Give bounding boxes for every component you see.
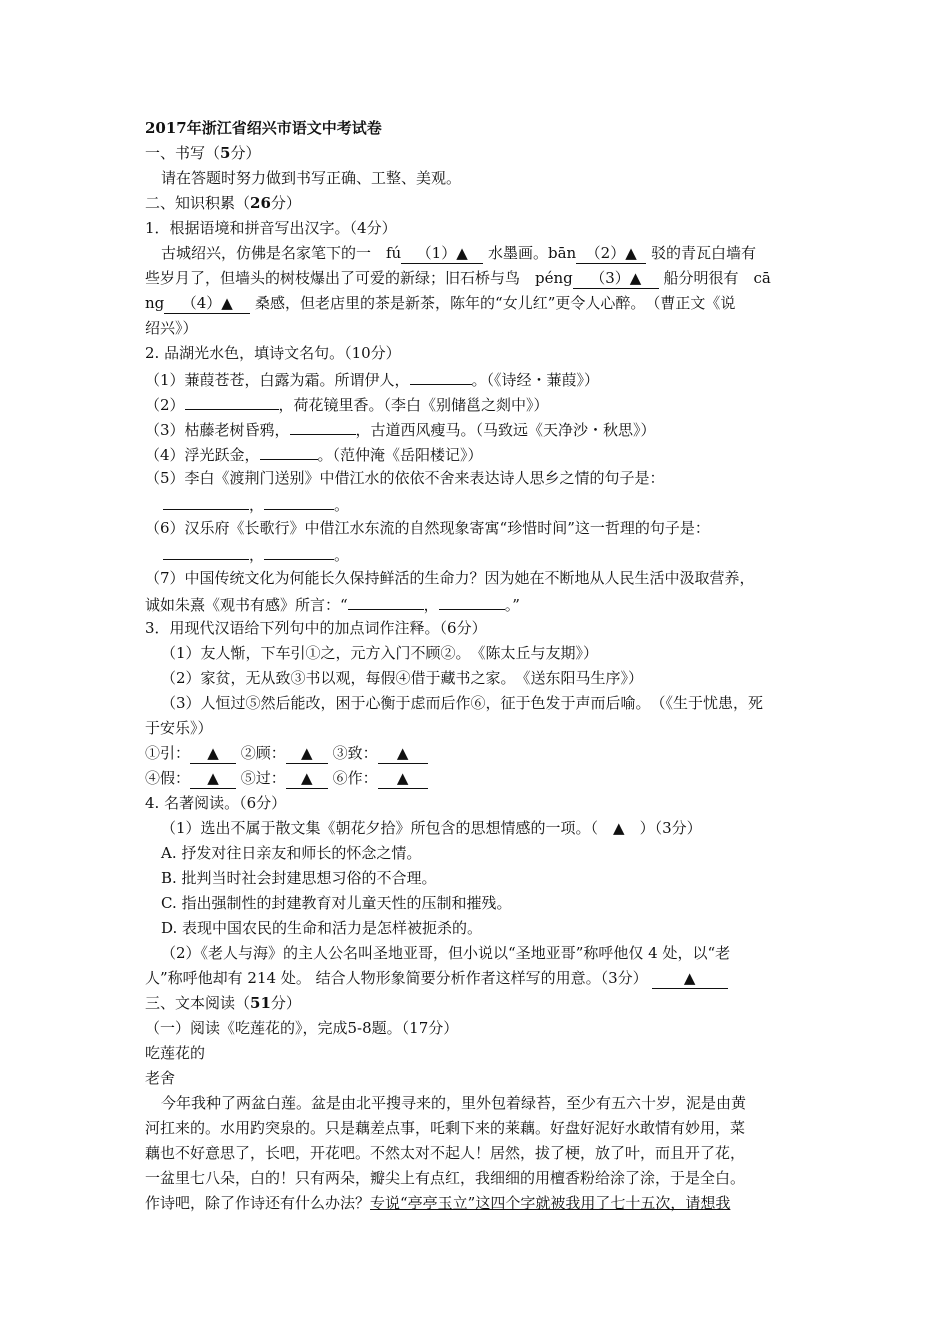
- passage-line-5: 作诗吧，除了作诗还有什么办法？专说“亭亭玉立”这四个字就被我用了七十五次，请想我: [145, 1194, 731, 1212]
- answer-blank[interactable]: ▲: [190, 743, 236, 764]
- passage-line-1: 今年我种了两盆白莲。盆是由北平搜寻来的，里外包着绿苔，至少有五六十岁，泥是由黄: [161, 1094, 747, 1112]
- option-d[interactable]: D. 表现中国农民的生命和活力是怎样被扼杀的。: [161, 919, 483, 937]
- question-3-answers-row-2: ④假： ▲ ⑤过： ▲ ⑥作： ▲: [145, 768, 428, 789]
- question-2-item-6: （6）汉乐府《长歌行》中借江水东流的自然现象寄寓“珍惜时间”这一哲理的句子是：: [145, 519, 710, 537]
- question-2-item-7-cont: 诚如朱熹《观书有感》所言：“ ， 。”: [145, 593, 520, 615]
- section-2-heading: 二、知识积累（26分）: [145, 194, 301, 212]
- question-1-line-1: 古城绍兴，仿佛是名家笔下的一 fú （1）▲ 水墨画。bān （2）▲ 驳的青瓦白墙有: [161, 244, 757, 262]
- answer-blank[interactable]: （1）▲: [401, 243, 483, 264]
- answer-blank[interactable]: [260, 443, 318, 460]
- passage-author: 老舍: [145, 1069, 176, 1087]
- answer-blank[interactable]: ▲: [286, 768, 328, 789]
- question-2-item-4: （4）浮光跃金， 。（范仲淹《岳阳楼记》）: [145, 443, 483, 465]
- option-c[interactable]: C. 指出强制性的封建教育对儿童天性的压制和摧残。: [161, 894, 512, 912]
- passage-line-2: 河扛来的。水用趵突泉的。只是藕差点事，吒剩下来的莱藕。好盘好泥好水敢情有妙用，菜: [145, 1119, 746, 1137]
- question-2-item-3: （3）枯藤老树昏鸦， ，古道西风瘦马。（马致远《天净沙・秋思》）: [145, 418, 656, 440]
- underlined-sentence: 专说“亭亭玉立”这四个字就被我用了七十五次，请想我: [370, 1194, 731, 1212]
- answer-blank[interactable]: （4）▲: [164, 293, 250, 314]
- passage-title: 吃莲花的: [145, 1044, 206, 1062]
- question-1-line-4: 绍兴》）: [145, 319, 198, 337]
- answer-blank[interactable]: [439, 593, 505, 610]
- passage-line-4: 一盆里七八朵，白的！只有两朵，瓣尖上有点红，我细细的用檀香粉给涂了涂，于是全白。: [145, 1169, 746, 1187]
- question-4-part-1: （1）选出不属于散文集《朝花夕拾》所包含的思想情感的一项。（ ▲ ）（3分）: [161, 819, 702, 837]
- answer-blank[interactable]: [348, 593, 424, 610]
- answer-blank[interactable]: [163, 543, 249, 560]
- question-3-sentence-2: （2）家贫，无从致③书以观，每假④借于藏书之家。 《送东阳马生序》）: [161, 669, 644, 687]
- answer-blank[interactable]: [264, 543, 334, 560]
- option-b[interactable]: B. 批判当时社会封建思想习俗的不合理。: [161, 869, 437, 887]
- answer-blank[interactable]: （3）▲: [573, 268, 659, 289]
- question-3-sentence-3-cont: 于安乐》）: [145, 719, 213, 737]
- answer-blank[interactable]: [163, 493, 249, 510]
- question-3-answers-row-1: ①引： ▲ ②顾： ▲ ③致： ▲: [145, 743, 428, 764]
- question-2-item-1: （1）蒹葭苍苍，白露为霜。所谓伊人， 。（《诗经・蒹葭》）: [145, 368, 599, 390]
- passage-line-3: 藕也不好意思了，长吧，开花吧。不然太对不起人！居然，拔了梗，放了叶，而且开了花，: [145, 1144, 746, 1162]
- answer-blank[interactable]: ▲: [378, 743, 428, 764]
- reading-1-stem: （一）阅读《吃莲花的》，完成5-8题。（17分）: [145, 1019, 459, 1037]
- question-4-part-2-cont: 人”称呼他却有 214 处。 结合人物形象简要分析作者这样写的用意。（3分） ▲: [145, 968, 728, 989]
- exam-title: 2017年浙江省绍兴市语文中考试卷: [145, 119, 382, 137]
- answer-blank[interactable]: [185, 393, 279, 410]
- question-1-stem: 1．根据语境和拼音写出汉字。（4分）: [145, 219, 397, 237]
- question-4-stem: 4. 名著阅读。（6分）: [145, 794, 287, 812]
- section-3-heading: 三、文本阅读（51分）: [145, 994, 301, 1012]
- question-2-item-2: （2） ，荷花镜里香。（李白《别储邕之剡中》）: [145, 393, 549, 415]
- option-a[interactable]: A. 抒发对往日亲友和师长的怀念之情。: [161, 844, 422, 862]
- question-3-sentence-1: （1）友人惭，下车引①之，元方入门不顾②。 《陈太丘与友期》）: [161, 644, 599, 662]
- answer-blank[interactable]: [410, 368, 472, 385]
- section-1-instruction: 请在答题时努力做到书写正确、工整、美观。: [161, 169, 462, 187]
- question-3-stem: 3．用现代汉语给下列句中的加点词作注释。（6分）: [145, 619, 487, 637]
- section-1-heading: 一、书写（5分）: [145, 144, 261, 162]
- question-4-part-2: （2）《老人与海》的主人公名叫圣地亚哥，但小说以“圣地亚哥”称呼他仅 4 处，以“老: [161, 944, 731, 962]
- answer-blank[interactable]: [264, 493, 334, 510]
- answer-blank[interactable]: ▲: [378, 768, 428, 789]
- answer-blank[interactable]: ▲: [190, 768, 236, 789]
- question-2-item-6-blanks: ， 。: [163, 543, 349, 565]
- question-2-item-7: （7）中国传统文化为何能长久保持鲜活的生命力？因为她在不断地从人民生活中汲取营养，: [145, 569, 755, 587]
- answer-blank[interactable]: [290, 418, 356, 435]
- question-3-sentence-3: （3）人恒过⑤然后能改，困于心衡于虑而后作⑥，征于色发于声而后喻。 （《生于忧患，死: [161, 694, 764, 712]
- question-1-line-2: 些岁月了，但墙头的树枝爆出了可爱的新绿；旧石桥与鸟 péng （3）▲ 船分明很有 cā: [145, 269, 771, 287]
- question-2-stem: 2. 品湖光水色，填诗文名句。（10分）: [145, 344, 401, 362]
- question-2-item-5: （5）李白《渡荆门送别》中借江水的依依不舍来表达诗人思乡之情的句子是：: [145, 469, 665, 487]
- answer-blank[interactable]: ▲: [286, 743, 328, 764]
- answer-blank[interactable]: （2）▲: [576, 243, 646, 264]
- question-2-item-5-blanks: ， 。: [163, 493, 349, 515]
- answer-blank[interactable]: ▲: [652, 968, 728, 989]
- question-1-line-3: ng （4）▲ 桑感，但老店里的茶是新茶，陈年的“女儿红”更令人心醉。 （曹正文《说: [145, 294, 736, 312]
